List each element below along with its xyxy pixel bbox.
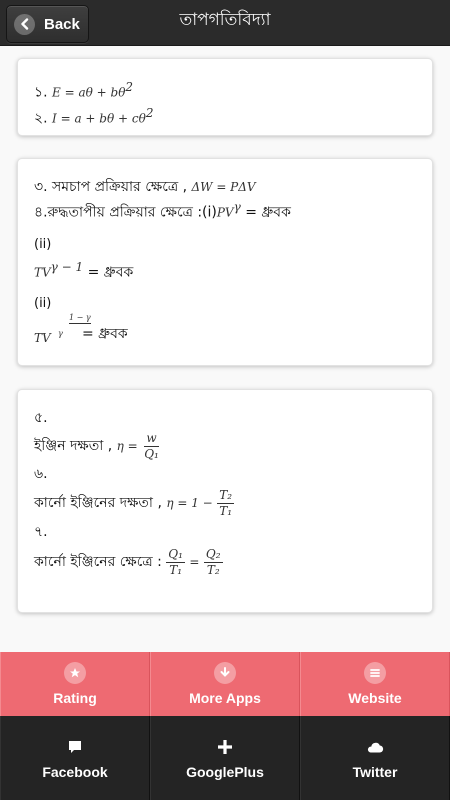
formula-card-2 bbox=[17, 158, 433, 366]
star-icon bbox=[64, 662, 86, 684]
website-label: Website bbox=[348, 690, 402, 706]
formula-number: ১. bbox=[34, 84, 48, 101]
formula-line-4 bbox=[34, 197, 416, 223]
formula-exponent: γ bbox=[233, 200, 241, 214]
formula-line-5 bbox=[34, 257, 416, 283]
formula-line-3 bbox=[34, 177, 416, 197]
formula-math: TV bbox=[34, 265, 51, 280]
fraction-numerator: w bbox=[146, 430, 157, 445]
fraction-denominator: T₂ bbox=[206, 562, 220, 577]
facebook-label: Facebook bbox=[42, 764, 108, 780]
twitter-button[interactable] bbox=[300, 716, 450, 800]
cloud-icon bbox=[366, 736, 384, 758]
formula-math: I = a + bθ + cθ bbox=[52, 111, 146, 126]
fraction-numerator: Q₁ bbox=[168, 546, 183, 561]
formula-number: ২. bbox=[34, 110, 48, 127]
formula-number: ৭. bbox=[34, 524, 48, 540]
back-button[interactable] bbox=[6, 5, 89, 43]
formula-text: = ধ্রুবক bbox=[240, 204, 291, 221]
formula-line-6 bbox=[34, 314, 416, 350]
rating-button[interactable] bbox=[0, 652, 150, 716]
bottom-row-top bbox=[0, 652, 450, 716]
formula-math: E = aθ + bθ bbox=[52, 85, 126, 100]
more-apps-label: More Apps bbox=[189, 690, 261, 706]
formula-number: ৫. bbox=[34, 410, 48, 426]
formula-label: (ii) bbox=[34, 296, 52, 312]
facebook-button[interactable] bbox=[0, 716, 150, 800]
content-area[interactable] bbox=[0, 46, 450, 652]
formula-text: = ধ্রুবক bbox=[82, 326, 128, 343]
download-arrow-icon bbox=[214, 662, 236, 684]
fraction bbox=[217, 488, 234, 519]
formula-line-2 bbox=[34, 103, 416, 129]
menu-lines-icon bbox=[364, 662, 386, 684]
formula-exponent: 2 bbox=[125, 80, 134, 94]
formula-math: η = 1 − bbox=[166, 496, 213, 510]
fraction bbox=[142, 431, 161, 462]
formula-text: ৩. সমচাপ প্রক্রিয়ার ক্ষেত্রে , bbox=[34, 179, 188, 195]
formula-math: PV bbox=[216, 205, 234, 220]
googleplus-button[interactable] bbox=[150, 716, 300, 800]
formula-exponent: 2 bbox=[145, 105, 154, 120]
fraction-numerator: Q₂ bbox=[205, 546, 221, 561]
formula-text: = ধ্রুবক bbox=[83, 264, 134, 281]
back-button-label: Back bbox=[44, 15, 80, 33]
fraction-numerator: T₂ bbox=[219, 487, 233, 502]
formula-line-7 bbox=[34, 428, 416, 464]
formula-math: η = bbox=[116, 439, 138, 453]
formula-line-1 bbox=[34, 77, 416, 103]
fraction bbox=[166, 547, 185, 578]
fraction-denominator: T₁ bbox=[169, 562, 183, 577]
plus-icon bbox=[217, 736, 233, 758]
fraction-denominator: T₁ bbox=[219, 503, 233, 518]
rating-label: Rating bbox=[53, 690, 97, 706]
formula-math: ΔW = PΔV bbox=[191, 180, 256, 194]
fraction-denominator: Q₁ bbox=[144, 446, 159, 461]
bottom-button-bar bbox=[0, 652, 450, 800]
formula-card-3 bbox=[17, 389, 433, 613]
formula-text: ৪.রুদ্ধতাপীয় প্রক্রিয়ার ক্ষেত্রে :(i) bbox=[34, 204, 217, 221]
formula-label: (ii) bbox=[34, 236, 52, 252]
formula-line-9 bbox=[34, 542, 416, 582]
bottom-row-bottom bbox=[0, 716, 450, 800]
formula-line-8 bbox=[34, 484, 416, 522]
website-button[interactable] bbox=[300, 652, 450, 716]
formula-math: TV bbox=[34, 331, 51, 346]
twitter-label: Twitter bbox=[352, 764, 398, 780]
fraction bbox=[204, 547, 223, 578]
formula-card-1 bbox=[17, 58, 433, 136]
formula-text: ইঞ্জিন দক্ষতা , bbox=[34, 438, 113, 454]
header-bar bbox=[0, 0, 450, 46]
comment-icon bbox=[67, 736, 83, 758]
back-arrow-icon bbox=[14, 14, 35, 35]
formula-exponent-denominator: γ bbox=[58, 329, 63, 339]
formula-number: ৬. bbox=[34, 466, 48, 482]
formula-exponent-numerator: 1 − γ bbox=[69, 313, 91, 323]
page-title: তাপগতিবিদ্যা bbox=[179, 10, 271, 30]
formula-text: কার্নো ইঞ্জিনের দক্ষতা , bbox=[34, 495, 162, 511]
formula-exponent: γ − 1 bbox=[50, 259, 84, 274]
more-apps-button[interactable] bbox=[150, 652, 300, 716]
formula-text: কার্নো ইঞ্জিনের ক্ষেত্রে : bbox=[34, 554, 162, 570]
formula-math: = bbox=[189, 555, 200, 569]
googleplus-label: GooglePlus bbox=[186, 764, 264, 780]
